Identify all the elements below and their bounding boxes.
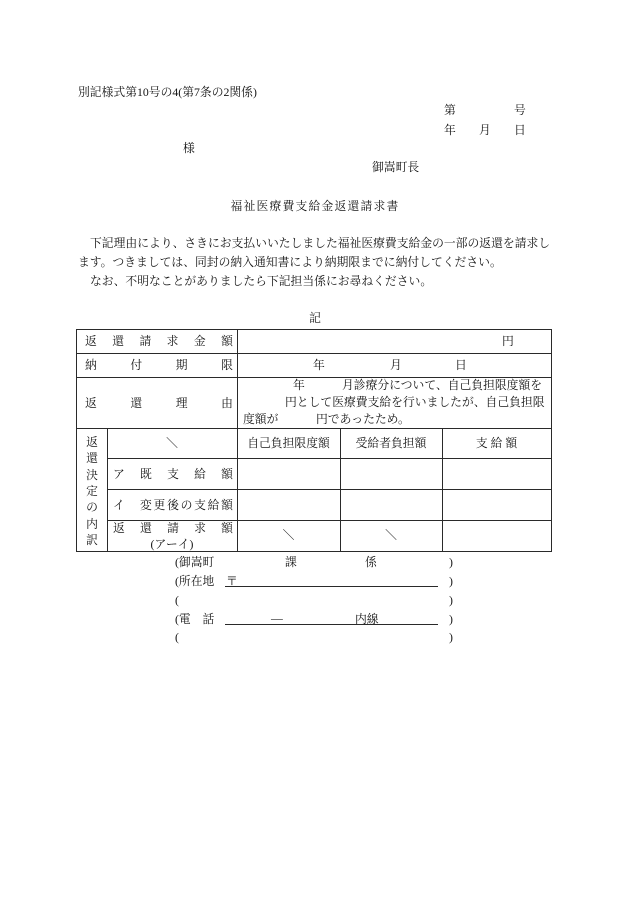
- label-char: 期: [175, 358, 188, 372]
- ki-heading: 記: [309, 311, 321, 325]
- label-char: 額: [221, 467, 233, 481]
- label-char: イ: [113, 498, 125, 512]
- label-char: 限: [221, 358, 233, 372]
- reason-line3-a: 度額が: [243, 412, 279, 426]
- issuer: 御嵩町長: [372, 160, 420, 174]
- label-char: 給: [207, 498, 220, 512]
- label-char: [127, 466, 139, 482]
- body-line: ます。つきましては、同封の納入通知書により納期限までに納付してください。: [78, 255, 502, 269]
- contact-department-close: ): [449, 555, 453, 569]
- label-char: ア: [113, 467, 125, 481]
- contact-unit: 係: [365, 555, 377, 569]
- header-payment: 支 給 額: [475, 436, 518, 450]
- label-char: [181, 466, 193, 482]
- label-char: 更: [153, 498, 166, 512]
- label-char: 返: [113, 521, 125, 535]
- label-char: 給: [194, 467, 206, 481]
- deadline-year: 年: [313, 358, 325, 372]
- label-char: 返: [86, 435, 98, 449]
- amount-unit: 円: [502, 334, 514, 348]
- label-char: 理: [175, 396, 188, 410]
- reason-line1: 月診療分について、自己負担限度額を: [342, 378, 543, 392]
- deadline-day: 日: [455, 358, 467, 372]
- row-a-payment-cell: [442, 458, 552, 490]
- reason-line3-b: 円であったため。: [316, 412, 410, 426]
- label-char: 後: [167, 498, 179, 512]
- reason-label: [85, 395, 233, 411]
- label-char: 内: [86, 516, 98, 531]
- row-i-limit-cell: [237, 489, 341, 521]
- label-char: 還: [130, 396, 143, 410]
- row-refund-recipient-diagonal-mark: ＼: [385, 528, 397, 542]
- phone-underline: [225, 624, 438, 625]
- label-char: 還: [140, 521, 152, 535]
- label-char: [126, 333, 138, 349]
- row-a-label: [113, 466, 233, 482]
- label-char: 決: [86, 467, 98, 482]
- contact-blank1-close: ): [449, 593, 453, 607]
- label-char: の: [180, 498, 193, 512]
- label-char: [198, 357, 210, 373]
- label-char: [208, 466, 220, 482]
- contact-blank1-open: (: [175, 593, 179, 607]
- label-char: 求: [166, 334, 179, 348]
- date-day: 日: [514, 123, 526, 137]
- label-char: 納: [85, 358, 97, 372]
- label-char: [127, 520, 139, 536]
- header-recipient: 受給者負担額: [355, 436, 427, 450]
- label-char: [180, 333, 192, 349]
- label-char: [153, 395, 165, 411]
- label-char: 定: [86, 483, 98, 498]
- row-refund-limit-diagonal-mark: ＼: [282, 528, 295, 542]
- label-char: 還: [112, 334, 125, 348]
- contact-section: 課: [285, 555, 297, 569]
- label-char: [153, 357, 165, 373]
- row-i-label: [113, 497, 233, 513]
- addressee-honorific: 様: [183, 141, 195, 155]
- label-char: 返: [85, 334, 97, 348]
- document-number-suffix: 号: [514, 103, 526, 117]
- breakdown-label: [84, 434, 100, 548]
- label-char: 付: [130, 358, 143, 372]
- form-number: 別記様式第10号の4(第7条の2関係): [78, 85, 257, 99]
- amount-label: [85, 333, 233, 349]
- label-char: 請: [167, 521, 179, 535]
- row-refund-label: [113, 520, 233, 536]
- row-refund-payment-cell: [442, 520, 552, 552]
- contact-blank2-open: (: [175, 630, 179, 644]
- date-year: 年: [444, 123, 456, 137]
- postal-mark: 〒: [226, 574, 238, 588]
- label-char: 求: [194, 521, 206, 535]
- label-char: の: [86, 500, 98, 515]
- contact-department-open: (御嵩町: [175, 555, 215, 569]
- label-char: [181, 520, 193, 536]
- date-month: 月: [479, 123, 491, 137]
- document-title: 福祉医療費支給金返還請求書: [230, 199, 400, 213]
- label-char: 還: [86, 451, 98, 466]
- body-line: 下記理由により、さきにお支払いいたしました福祉医療費支給金の一部の返還を請求し: [90, 236, 551, 250]
- contact-address-close: ): [449, 574, 453, 588]
- label-char: 額: [221, 334, 233, 348]
- label-char: 額: [221, 498, 233, 512]
- reason-year: 年: [293, 378, 305, 392]
- label-char: [198, 395, 210, 411]
- contact-address-open: (所在地: [175, 574, 215, 588]
- corner-diagonal-mark: ＼: [166, 436, 178, 450]
- label-char: 訳: [86, 532, 98, 547]
- label-char: [154, 520, 166, 536]
- label-char: 支: [194, 498, 206, 512]
- row-i-recipient-cell: [340, 489, 443, 521]
- label-char: 支: [167, 467, 179, 481]
- row-a-recipient-cell: [340, 458, 443, 490]
- label-char: 金: [193, 334, 206, 348]
- address-underline: [225, 586, 438, 587]
- row-a-limit-cell: [237, 458, 341, 490]
- label-char: [153, 333, 165, 349]
- phone-dash: ―: [271, 611, 283, 625]
- label-char: [208, 520, 220, 536]
- label-char: 請: [139, 334, 152, 348]
- label-char: 変: [140, 498, 152, 512]
- label-char: [154, 466, 166, 482]
- header-limit: 自己負担限度額: [247, 436, 330, 450]
- label-char: [207, 333, 219, 349]
- contact-blank2-close: ): [449, 630, 453, 644]
- contact-phone-open: (電 話: [175, 612, 215, 626]
- body-line: なお、不明なことがありましたら下記担当係にお尋ねください。: [90, 274, 433, 288]
- label-char: [127, 497, 139, 513]
- label-char: [108, 357, 120, 373]
- row-i-payment-cell: [442, 489, 552, 521]
- label-char: 返: [85, 396, 97, 410]
- label-char: 額: [221, 521, 233, 535]
- label-char: [99, 333, 111, 349]
- label-char: [108, 395, 120, 411]
- document-number-prefix: 第: [444, 103, 456, 117]
- label-char: 既: [140, 467, 152, 481]
- reason-line2: 円として医療費支給を行いましたが、自己負担限: [285, 395, 545, 409]
- label-char: 由: [221, 396, 233, 410]
- deadline-label: [85, 357, 233, 373]
- row-refund-sublabel: (アーイ): [150, 537, 194, 551]
- deadline-month: 月: [390, 358, 402, 372]
- phone-extension: 内線: [355, 612, 379, 626]
- contact-phone-close: ): [449, 612, 453, 626]
